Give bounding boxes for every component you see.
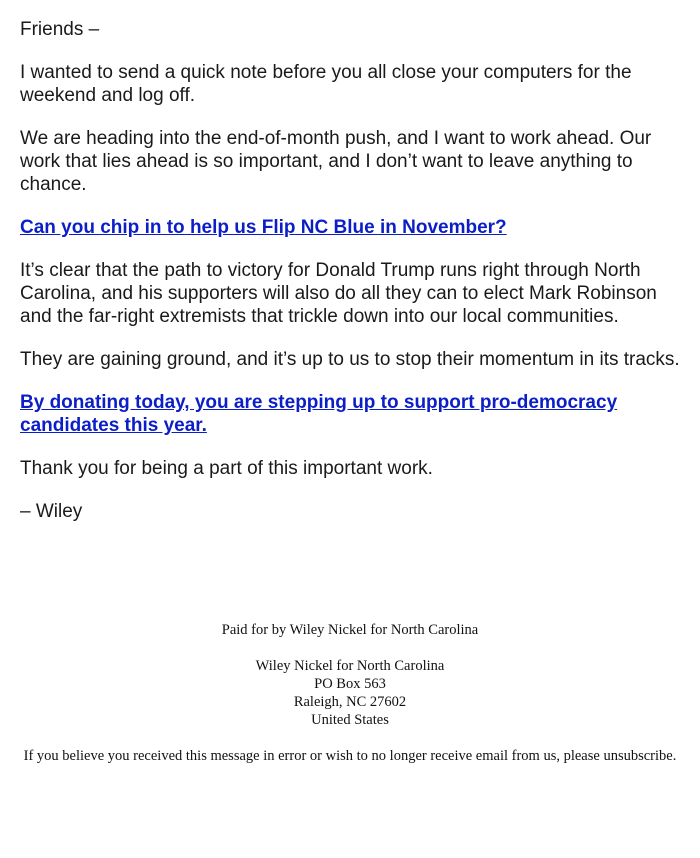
address-org: Wiley Nickel for North Carolina (255, 658, 445, 674)
donate-link-1-container (20, 216, 680, 239)
mailing-address (20, 657, 680, 729)
donate-link-2-container (20, 391, 680, 437)
address-country: United States (311, 712, 389, 728)
email-footer (20, 621, 680, 783)
address-city-state-zip: Raleigh, NC 27602 (293, 694, 407, 710)
paragraph-gaining-ground: They are gaining ground, and it’s up to us to stop their momentum in its tracks. (20, 349, 680, 370)
unsubscribe-notice: If you believe you received this message in error or wish to no longer receive email from us, please unsubscribe. (23, 748, 677, 764)
greeting: Friends – (20, 19, 100, 40)
paid-for-disclaimer: Paid for by Wiley Nickel for North Carolina (221, 622, 479, 638)
donate-link-flip-nc[interactable]: Can you chip in to help us Flip NC Blue in November? (20, 217, 507, 238)
paragraph-intro: I wanted to send a quick note before you all close your computers for the weekend and log off. (20, 62, 632, 106)
address-po-box: PO Box 563 (314, 676, 386, 692)
email-body (20, 18, 680, 543)
thanks-line: Thank you for being a part of this important work. (20, 458, 433, 479)
paragraph-path-to-victory: It’s clear that the path to victory for Donald Trump runs right through North Carolina, and his supporters will also do all they can to elect Mark Robinson and the far-right extremists that trickle down into our local communities. (20, 260, 657, 327)
paragraph-end-of-month: We are heading into the end-of-month push, and I want to work ahead. Our work that lies ahead is so important, and I don’t want to leave anything to chance. (20, 128, 652, 195)
signature: – Wiley (20, 501, 83, 522)
donate-link-support-candidates[interactable]: By donating today, you are stepping up to support pro-democracy candidates this year. (20, 392, 618, 436)
